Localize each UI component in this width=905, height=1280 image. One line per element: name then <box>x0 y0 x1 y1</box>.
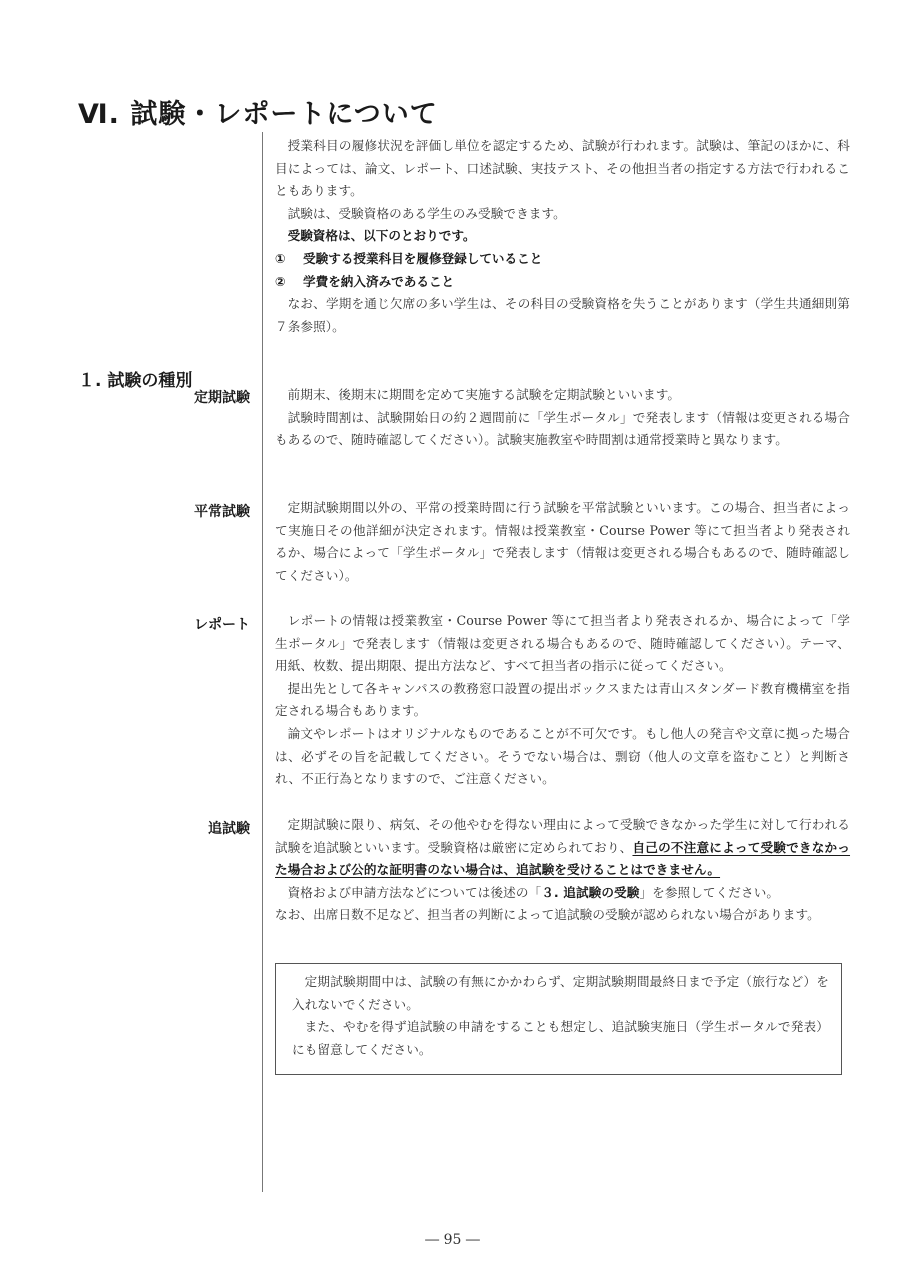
list-item-text: 学費を納入済みであること <box>303 273 455 289</box>
intro-paragraph-3: なお、学期を通じ欠席の多い学生は、その科目の受験資格を失うことがあります（学生共通細則第７条参照）。 <box>275 296 850 334</box>
label-makeup-exam: 追試験 <box>208 821 250 837</box>
makeup-exam-text: 」を参照してください。 <box>639 884 780 900</box>
makeup-exam-paragraph-3: なお、出席日数不足など、担当者の判断によって追試験の受験が認められない場合があります。 <box>275 907 820 923</box>
notice-paragraph-1: 定期試験期間中は、試験の有無にかかわらず、定期試験期間最終日まで予定（旅行など）を入れないでください。 <box>292 974 829 1012</box>
makeup-exam-text: 資格および申請方法などについては後述の「 <box>287 884 542 900</box>
normal-exam-section <box>275 497 850 587</box>
intro-paragraph-2: 試験は、受験資格のある学生のみ受験できます。 <box>287 205 566 221</box>
makeup-exam-paragraph-1 <box>275 814 850 882</box>
report-paragraph-2: 提出先として各キャンパスの教務窓口設置の提出ボックスまたは青山スタンダード教育機構室を指定される場合もあります。 <box>275 680 850 719</box>
report-paragraph-1: レポートの情報は授業教室・Course Power 等にて担当者より発表されるか、場合によって「学生ポータル」で発表します（情報は変更される場合もあるので、随時確認してください）。テーマ、用紙、枚数、提出期限、提出方法など、すべて担当者の指示に従ってください。 <box>275 613 850 674</box>
makeup-exam-reference: ３. 追試験の受験 <box>541 884 640 900</box>
chapter-title: Ⅵ. 試験・レポートについて <box>78 99 438 130</box>
page-number: ― 95 ― <box>425 1232 480 1248</box>
eligibility-heading: 受験資格は、以下のとおりです。 <box>287 228 476 244</box>
makeup-exam-paragraph-2 <box>275 882 850 905</box>
label-regular-exam: 定期試験 <box>194 390 250 406</box>
list-item-number: ① <box>275 250 286 266</box>
regular-exam-paragraph-1: 前期末、後期末に期間を定めて実施する試験を定期試験といいます。 <box>287 387 681 402</box>
makeup-exam-section <box>275 814 850 927</box>
regular-exam-paragraph-2: 試験時間割は、試験開始日の約２週間前に「学生ポータル」で発表します（情報は変更される場合もあるので、随時確認してください）。試験実施教室や時間割は通常授業時と異なります。 <box>275 409 850 448</box>
regular-exam-section <box>275 384 850 452</box>
list-item-text: 受験する授業科目を履修登録していること <box>303 250 543 266</box>
notice-paragraph-2: また、やむを得ず追試験の申請をすることも想定し、追試験実施日（学生ポータルで発表）にも留意してください。 <box>292 1019 829 1057</box>
makeup-exam-emphasis: 自己の不注意によって受験できなかった場合および公的な証明書のない場合は、追試験を受けることはできません。 <box>275 839 851 878</box>
margin-divider-line <box>262 132 263 1192</box>
list-item <box>275 248 850 271</box>
intro-section <box>275 135 850 338</box>
label-normal-exam: 平常試験 <box>194 504 250 520</box>
list-item-number: ② <box>275 273 286 289</box>
normal-exam-paragraph-1: 定期試験期間以外の、平常の授業時間に行う試験を平常試験といいます。この場合、担当者によって実施日その他詳細が決定されます。情報は授業教室・Course Power 等にて担当者より発表されるか、場合によって「学生ポータル」で発表します（情報は変更される場合もあるので、随時確認してください）。 <box>275 500 850 583</box>
intro-paragraph-1: 授業科目の履修状況を評価し単位を認定するため、試験が行われます。試験は、筆記のほかに、科目によっては、論文、レポート、口述試験、実技テスト、その他担当者の指定する方法で行われることもあります。 <box>275 138 850 199</box>
report-paragraph-3: 論文やレポートはオリジナルなものであることが不可欠です。もし他人の発言や文章に拠った場合は、必ずその旨を記載してください。そうでない場合は、剽窃（他人の文章を盗むこと）と判断され、不正行為となりますので、ご注意ください。 <box>275 725 850 787</box>
report-section <box>275 610 850 791</box>
notice-box <box>275 963 842 1075</box>
section-heading: １. 試験の種別 <box>78 371 193 391</box>
list-item <box>275 271 850 294</box>
label-report: レポート <box>194 617 250 633</box>
makeup-exam-text: 定期試験に限り、病気、その他やむを得ない理由によって受験できなかった学生に対して行われる試験を追試験といいます。受験資格は厳密に定められており、 <box>275 817 850 855</box>
